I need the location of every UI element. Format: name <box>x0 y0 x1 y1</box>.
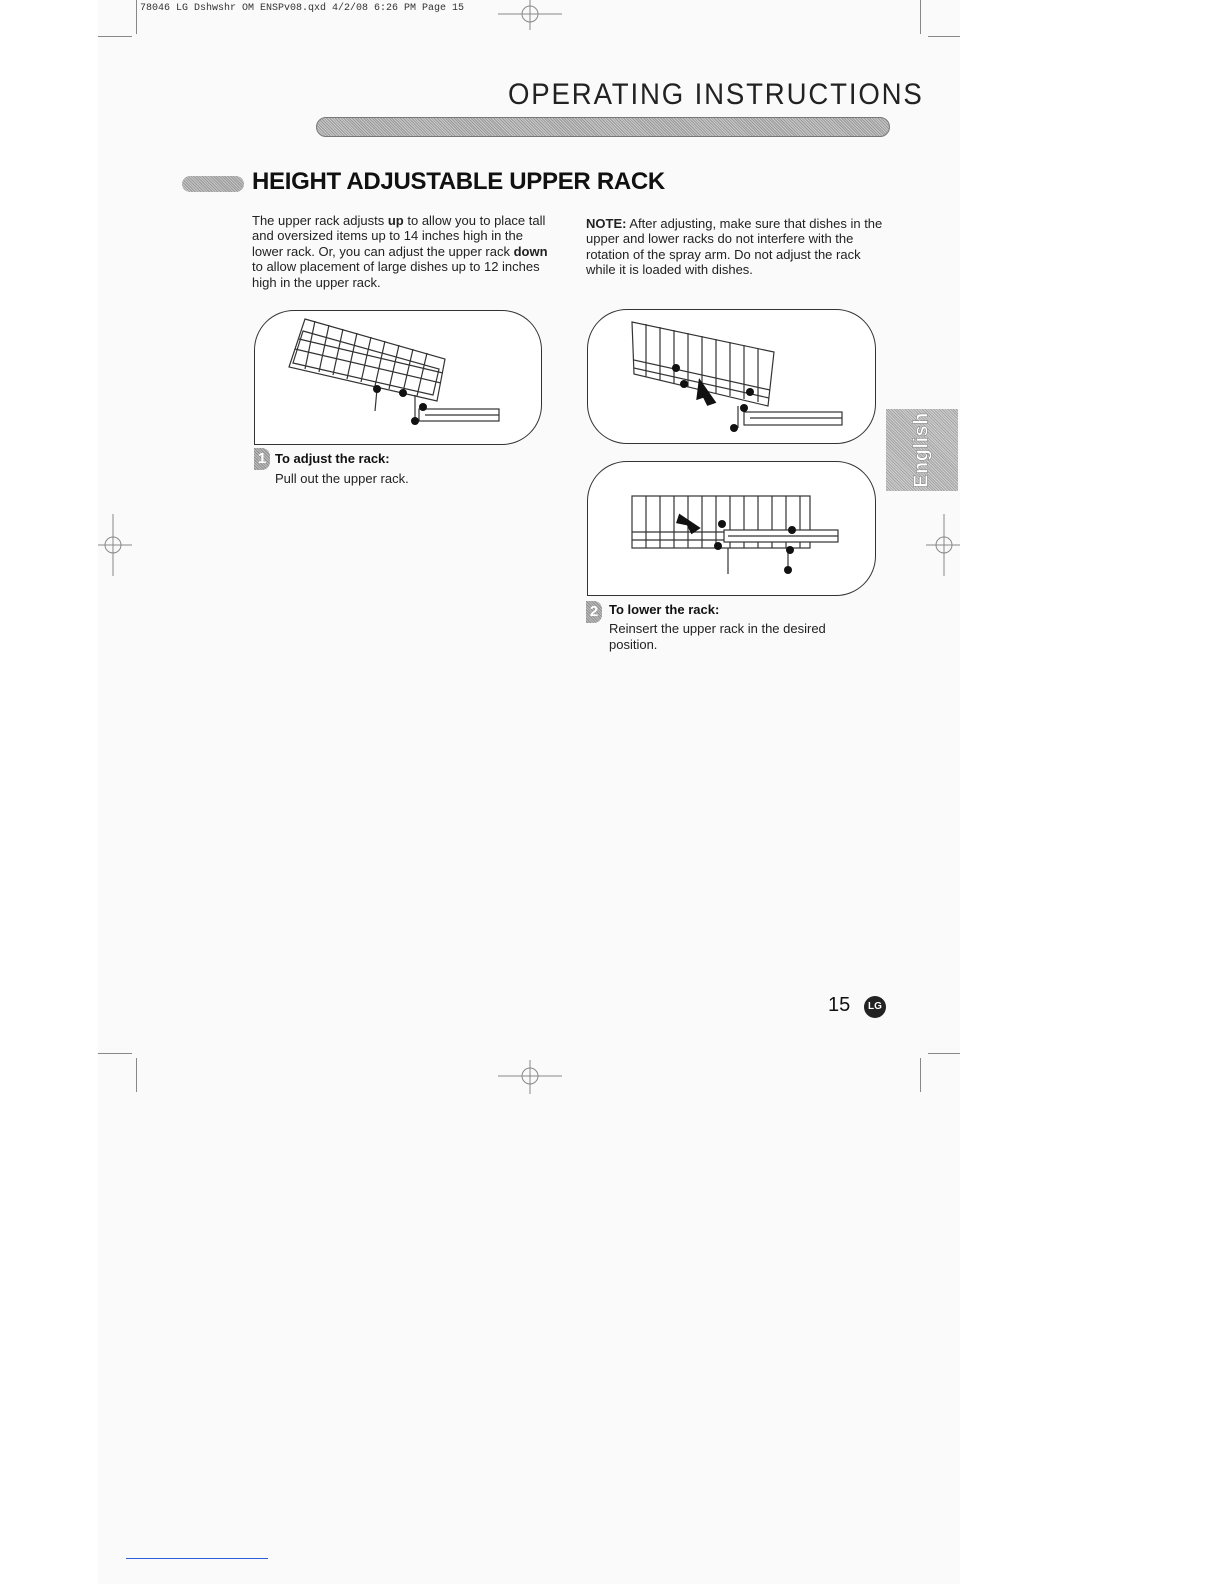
crop-mark <box>920 0 921 34</box>
crop-mark <box>928 36 960 37</box>
step-title: To lower the rack: <box>609 602 720 617</box>
crop-mark <box>136 0 137 34</box>
intro-text: to allow placement of large dishes up to 12 inches high in the upper rack. <box>252 259 540 290</box>
step-number-badge: 2 <box>586 601 602 623</box>
crop-mark <box>920 1058 921 1092</box>
note-text: After adjusting, make sure that dishes in the upper and lower racks do not interfere with the rotation of the spray arm. Do not adjust the rack while it is loaded with dishes. <box>586 216 883 278</box>
rack-drawing <box>255 311 542 445</box>
rack-drawing <box>588 310 876 444</box>
section-bullet <box>182 176 244 192</box>
page-number: 15 <box>828 994 851 1016</box>
registration-mark-icon <box>98 514 132 576</box>
chapter-divider-bar <box>316 117 890 137</box>
note-label: NOTE: <box>586 216 627 231</box>
crop-mark <box>98 36 132 37</box>
rack-illustration-adjust <box>254 310 542 445</box>
rack-drawing <box>588 462 876 596</box>
rack-illustration-lift <box>587 309 876 444</box>
chapter-title: OPERATING INSTRUCTIONS <box>508 78 924 111</box>
crop-mark <box>136 1058 137 1092</box>
crop-mark <box>98 1053 132 1054</box>
registration-mark-icon <box>498 1060 562 1094</box>
language-tab <box>886 409 958 491</box>
step-number-badge: 1 <box>254 448 270 470</box>
lg-logo-icon: LG <box>864 996 886 1018</box>
step-title: To adjust the rack: <box>275 451 390 466</box>
intro-bold-up: up <box>387 213 404 228</box>
section-title: HEIGHT ADJUSTABLE UPPER RACK <box>252 168 665 195</box>
rack-illustration-lower <box>587 461 876 596</box>
step-text: Pull out the upper rack. <box>275 471 409 486</box>
note-paragraph <box>586 216 886 278</box>
registration-mark-icon <box>926 514 960 576</box>
crop-mark <box>928 1053 960 1054</box>
intro-text: to allow you to place tall and oversized items up to 14 inches high in the lower rack. Or, you can adjust the upper rack <box>252 213 546 259</box>
intro-bold-down: down <box>513 243 548 259</box>
registration-mark-icon <box>498 0 562 30</box>
language-tab-label: English <box>910 412 933 488</box>
print-slug: 78046 LG Dshwshr OM ENSPv08.qxd 4/2/08 6:26 PM Page 15 <box>140 3 465 14</box>
step-text: Reinsert the upper rack in the desired position. <box>609 621 826 652</box>
bottom-link-underline <box>126 1558 268 1559</box>
intro-text: The upper rack adjusts <box>252 213 388 228</box>
intro-paragraph <box>252 213 548 290</box>
